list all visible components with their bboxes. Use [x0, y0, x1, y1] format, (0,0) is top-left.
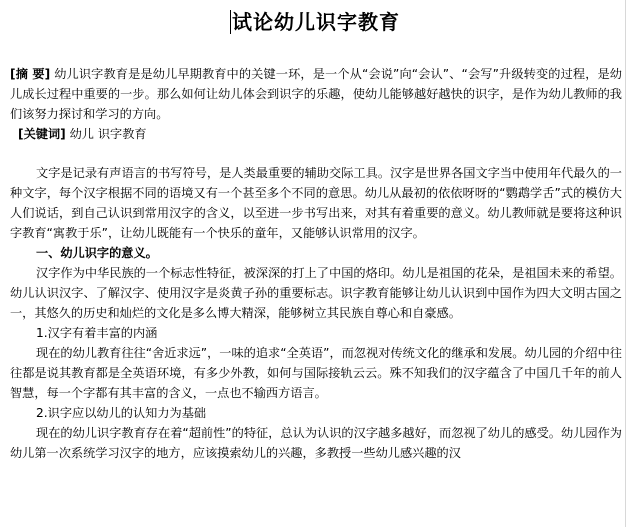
keywords-text: 幼儿 识字教育 [65, 127, 147, 141]
intro-paragraph: 文字是记录有声语言的书写符号，是人类最重要的辅助交际工具。汉字是世界各国文字当中使用年代最久的一种文字，每个汉字根据不同的语境又有一个甚至多个不同的意思。幼儿从最初的依依呀呀的“鹦鹉学舌”式的模仿大人们说话，到自己认识到常用汉字的含义，以至进一步书写出来，对其有着重要的意义。幼儿教师就是要将这种识字教育“寓教于乐”，让幼儿既能有一个快乐的童年，又能够认识常用的汉字。 [10, 166, 622, 240]
section1-paragraph: 汉字作为中华民族的一个标志性特征，被深深的打上了中国的烙印。幼儿是祖国的花朵，是祖国未来的希望。幼儿认识汉字、了解汉字、使用汉字是炎黄子孙的重要标志。识字教育能够让幼儿认识到中国作为四大文明古国之一，其悠久的历史和灿烂的文化是多么博大精深，能够树立其民族自尊心和自豪感。 [10, 266, 622, 320]
document-title: 试论幼儿识字教育 [232, 10, 400, 34]
section1-heading: 一、幼儿识字的意义。 [36, 246, 158, 260]
subsection2-heading: 2.识字应以幼儿的认知力为基础 [36, 406, 207, 420]
abstract-text: 幼儿识字教育是是幼儿早期教育中的关键一环，是一个从“会说”向“会认”、“会写”升级转变的过程，是幼儿成长过程中重要的一步。那么如何让幼儿体会到识字的乐趣，使幼儿能够越好越快的识字，是作为幼儿教师的我们该努力探讨和学习的方向。 [10, 67, 622, 121]
keywords-label: [关键词] [18, 127, 66, 141]
subsection1-paragraph: 现在的幼儿教育往往“舍近求远”，一味的追求“全英语”，而忽视对传统文化的继承和发展。幼儿园的介绍中往往都是说其教育都是全英语环境，有多少外教，如何与国际接轨云云。殊不知我们的汉字蕴含了中国几千年的前人智慧，每一个字都有其丰富的含义，一点也不输西方语言。 [10, 346, 622, 400]
title-block [0, 6, 630, 38]
window-edge [625, 0, 630, 527]
main-body [10, 163, 622, 463]
abstract-paragraph [10, 64, 622, 124]
subsection2-paragraph: 现在的幼儿识字教育存在着“超前性”的特征，总认为认识的汉字越多越好，而忽视了幼儿的感受。幼儿园作为幼儿第一次系统学习汉字的地方，应该摸索幼儿的兴趣，多教授一些幼儿感兴趣的汉 [10, 426, 622, 460]
abstract-label: [摘 要] [10, 67, 51, 81]
subsection1-heading: 1.汉字有着丰富的内涵 [36, 326, 158, 340]
keywords-line [18, 124, 618, 144]
text-cursor [230, 10, 231, 34]
